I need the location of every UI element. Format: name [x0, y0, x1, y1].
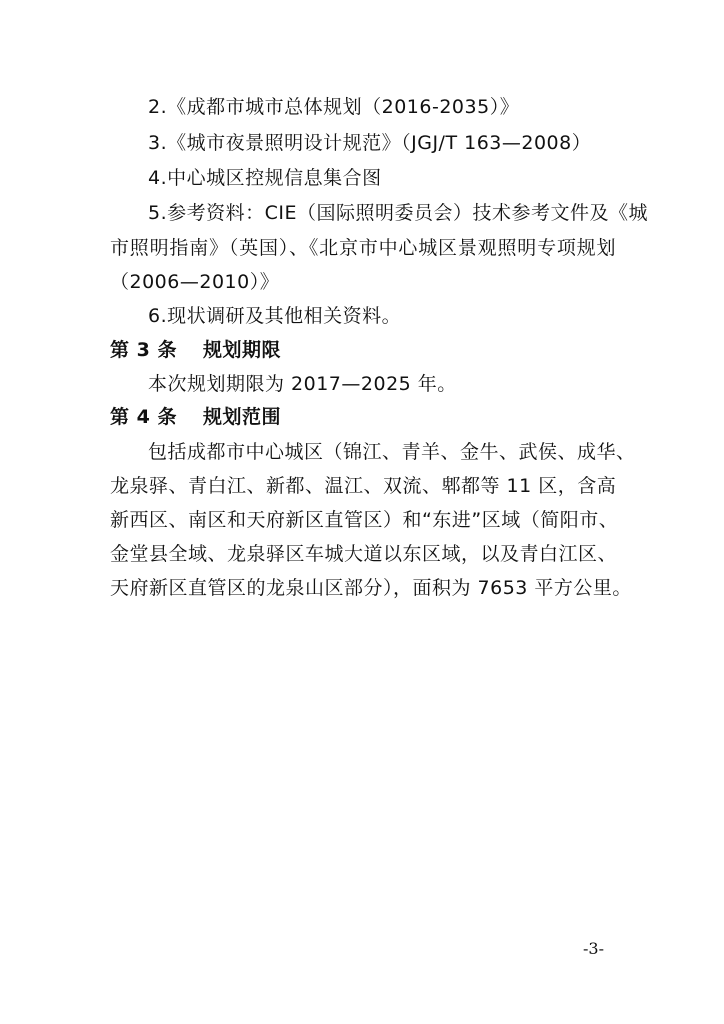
article-3-heading [110, 338, 281, 362]
reference-item-2: 2.《成都市城市总体规划（2016-2035）》 [148, 96, 520, 118]
page-number: -3- [583, 939, 604, 958]
reference-item-5-line-3: （2006—2010）》 [110, 271, 280, 293]
reference-item-3: 3.《城市夜景照明设计规范》（JGJ/T 163—2008） [148, 132, 592, 154]
article-4-body-line-4: 金堂县全域、龙泉驿区车城大道以东区域，以及青白江区、 [110, 543, 618, 565]
article-3-number: 第 3 条 [110, 339, 177, 361]
article-4-heading [110, 405, 281, 429]
article-4-body-line-5: 天府新区直管区的龙泉山区部分），面积为 7653 平方公里。 [110, 577, 632, 599]
article-3-body: 本次规划期限为 2017—2025 年。 [148, 373, 457, 395]
article-4-number: 第 4 条 [110, 406, 177, 428]
article-3-title: 规划期限 [202, 339, 281, 361]
article-4-body-line-3: 新西区、南区和天府新区直管区）和“东进”区域（简阳市、 [110, 509, 619, 531]
reference-item-5-line-2: 市照明指南》（英国）、《北京市中心城区景观照明专项规划 [110, 237, 616, 259]
article-4-body-line-2: 龙泉驿、青白江、新都、温江、双流、郫都等 11 区，含高 [110, 475, 617, 497]
reference-item-5-line-1: 5.参考资料：CIE（国际照明委员会）技术参考文件及《城 [148, 202, 649, 224]
reference-item-6: 6.现状调研及其他相关资料。 [148, 305, 402, 327]
reference-item-4: 4.中心城区控规信息集合图 [148, 167, 382, 189]
article-4-body-line-1: 包括成都市中心城区（锦江、青羊、金牛、武侯、成华、 [148, 441, 636, 463]
article-4-title: 规划范围 [202, 406, 281, 428]
